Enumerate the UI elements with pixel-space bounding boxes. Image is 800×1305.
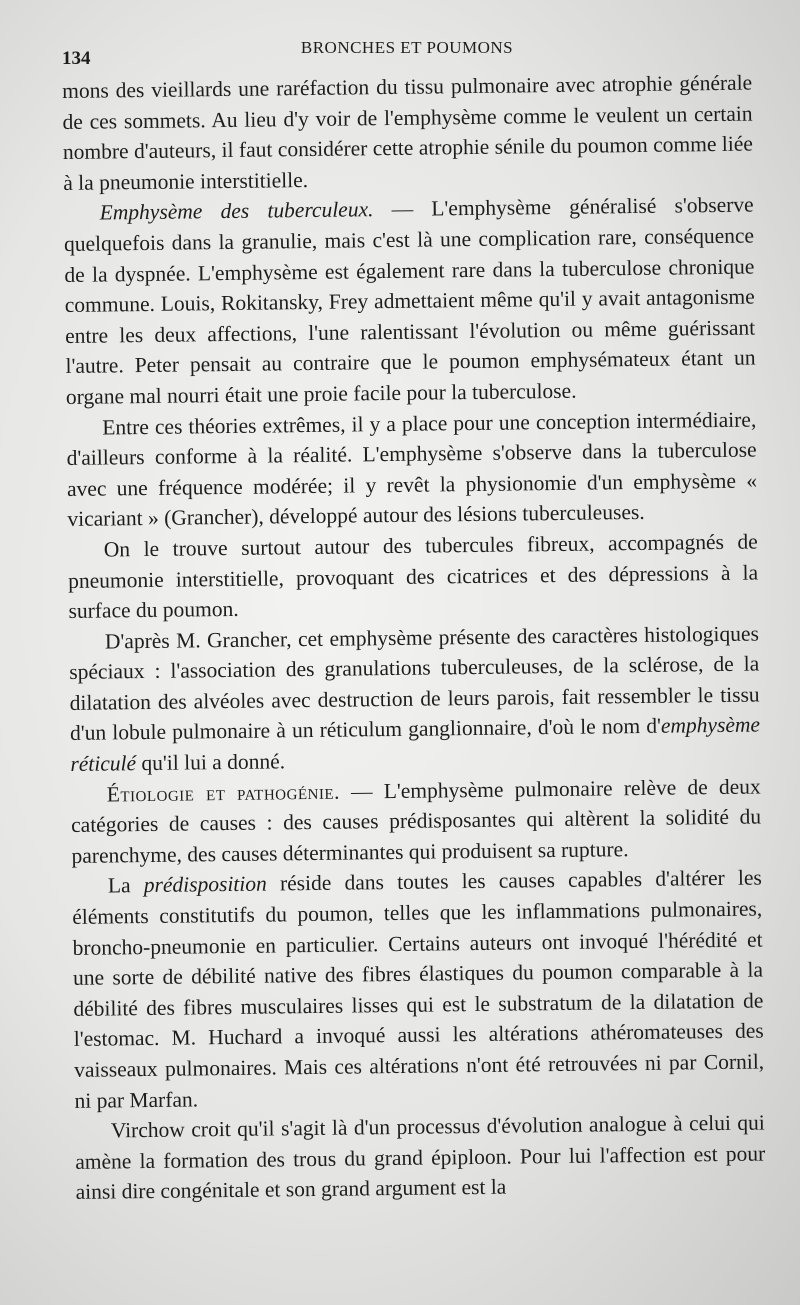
paragraph-text: D'après M. Grancher, cet emphysème présente des caractères histologiques spéciaux : l'association des granulations tuberculeuses, de la sclérose, de la dilatation des alvéoles avec destruction de leurs parois, fait ressembler le tissu d'un lobule pulmonaire à un réticulum ganglionnaire, d'où le nom d' [69,621,760,746]
paragraph-text: qu'il lui a donné. [135,749,286,776]
emphasized-term: emphysème réticulé [70,712,761,777]
paragraph-text: — L'emphysème généralisé s'observe quelquefois dans la granulie, mais c'est là une complication rare, conséquence de la dyspnée. L'emphysème est également rare dans la tuberculose chronique commune. Louis, Rokitansky, Frey admettaient même qu'il y avait antagonisme entre les deux affections, l'une ralentissant l'évolution ou même guérissant l'autre. Peter pensait au contraire que le poumon emphysémateux étant un organe mal nourri était une proie facile pour la tuberculose. [63,192,756,409]
paragraph-text: mons des vieillards une raréfaction du tissu pulmonaire avec atrophie générale de ces sommets. Au lieu d'y voir de l'emphysème comme le veulent un certain nombre d'auteurs, il faut considérer cette atrophie sénile du poumon comme liée à la pneumonie interstitielle. [62,70,754,195]
paragraph-tubercules-fibreux [68,526,759,626]
paragraph-grancher [69,618,761,779]
paragraph-emphyseme-tuberculeux [63,190,756,413]
paragraph-text: La [107,873,144,898]
paragraph-text: Entre ces théories extrêmes, il y a place pour une conception intermédiaire, d'ailleurs conforme à la réalité. L'emphysème s'observe dans la tuberculose avec une fréquence modérée; il y revêt la physionomie d'un emphysème « vicariant » (Grancher), développé autour des lésions tuberculeuses. [66,407,758,532]
paragraph-text: On le trouve surtout autour des tubercules fibreux, accompagnés de pneumonie interstitielle, provoquant des cicatrices et des dépressions à la surface du poumon. [68,529,759,624]
paragraph-predisposition [72,863,765,1116]
section-lead: Emphysème des tuberculeux. [99,197,374,225]
page-header [62,38,752,68]
paragraph-virchow [75,1108,766,1208]
page-number: 134 [62,48,91,69]
emphasized-term: prédisposition [143,871,267,898]
paragraph-text: Virchow croit qu'il s'agit là d'un processus d'évolution analogue à celui qui amène la formation des trous du grand épiploon. Pour lui l'affection est pour ainsi dire congénitale et son grand argument est la [75,1110,766,1205]
paragraph-theories [66,404,757,535]
section-lead: Étiologie et pathogénie. [106,779,341,807]
page-body [62,68,766,1208]
paragraph-text: réside dans toutes les causes capables d'altérer les éléments constitutifs du poumon, telles que les inflammations pulmonaires, broncho-pneumonie en particulier. Certains auteurs ont invoqué l'hérédité et une sorte de débilité native des fibres élastiques du poumon comparable à la débilité des fibres musculaires lisses qui est le substratum de la dilatation de l'estomac. M. Huchard a invoqué aussi les altérations athéromateuses des vaisseaux pulmonaires. Mais ces altérations n'ont été retrouvées ni par Cornil, ni par Marfan. [72,865,765,1113]
paragraph-text: — L'emphysème pulmonaire relève de deux catégories de causes : des causes prédisposantes qui altèrent la solidité du parenchyme, des causes déterminantes qui produisent sa rupture. [71,774,762,868]
paragraph-etiologie [71,771,762,871]
running-title: BRONCHES ET POUMONS [300,38,514,57]
paragraph-continuation [62,68,753,199]
